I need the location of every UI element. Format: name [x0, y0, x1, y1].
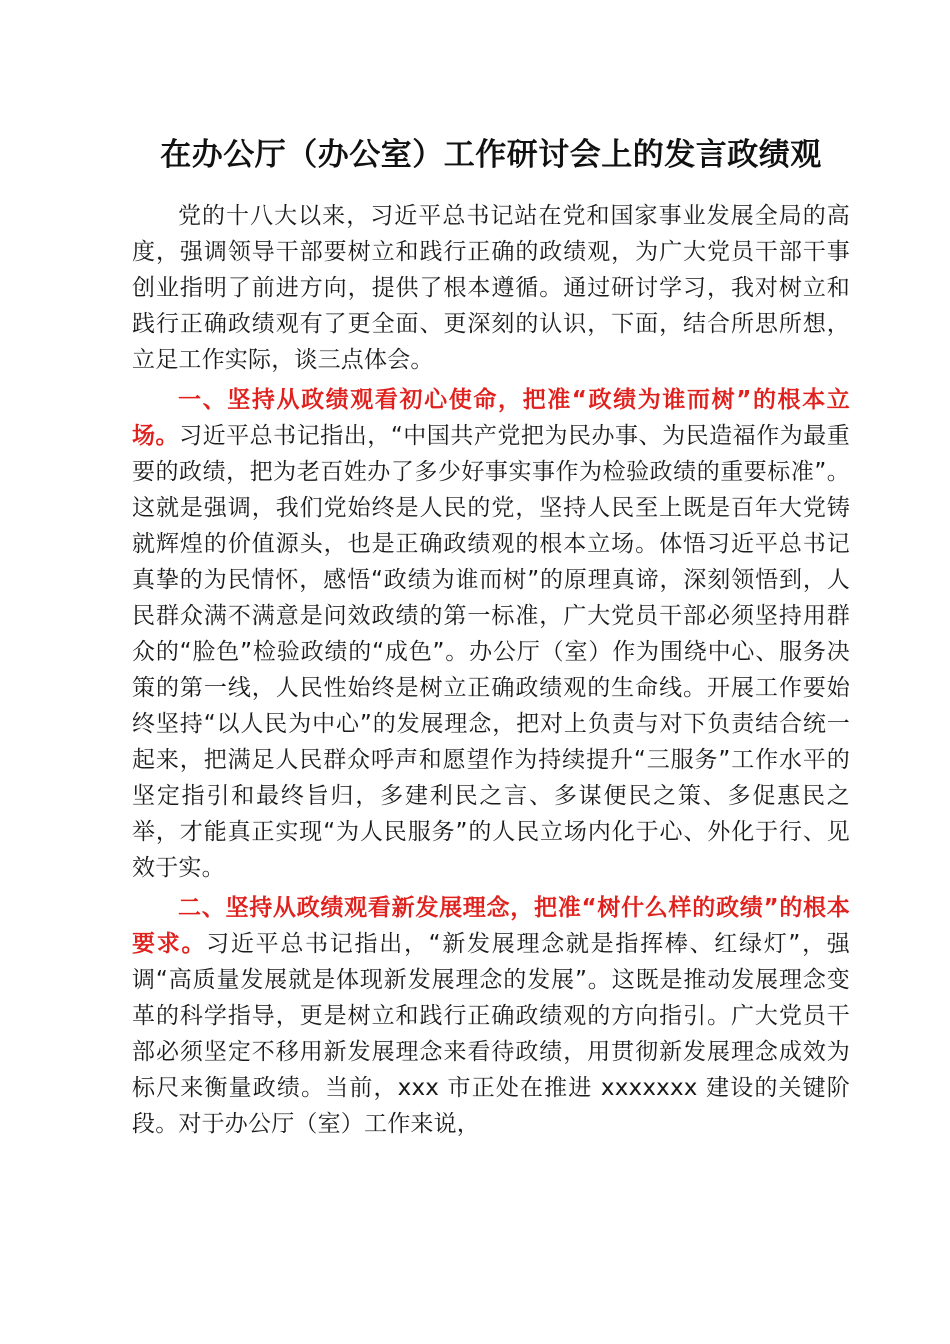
section-2-body: 习近平总书记指出，“新发展理念就是指挥棒、红绿灯”，强调“高质量发展就是体现新发展理念的发展”。这既是推动发展理念变革的科学指导，更是树立和践行正确政绩观的方向指引。广大党员干部必须坚定不移用新发展理念来看待政绩，用贯彻新发展理念成效为标尺来衡量政绩。当前，xxx 市正处在推进 xxxxxxx 建设的关键阶段。对于办公厅（室）工作来说，: [132, 931, 850, 1137]
document-title: 在办公厅（办公室）工作研讨会上的发言政绩观: [160, 137, 822, 173]
section-1-heading: 一、坚持从政绩观看初心使命，把准“政绩为谁而树”的根本立场。: [132, 387, 850, 449]
section-2-heading: 二、坚持从政绩观看新发展理念，把准“树什么样的政绩”的根本要求。: [132, 895, 850, 957]
section-1-paragraph: [132, 382, 850, 886]
section-1-body: 习近平总书记指出，“中国共产党把为民办事、为民造福作为最重要的政绩，把为老百姓办了多少好事实事作为检验政绩的重要标准”。这就是强调，我们党始终是人民的党，坚持人民至上既是百年大党铸就辉煌的价值源头，也是正确政绩观的根本立场。体悟习近平总书记真挚的为民情怀，感悟“政绩为谁而树”的原理真谛，深刻领悟到，人民群众满不满意是问效政绩的第一标准，广大党员干部必须坚持用群众的“脸色”检验政绩的“成色”。办公厅（室）作为围绕中心、服务决策的第一线，人民性始终是树立正确政绩观的生命线。开展工作要始终坚持“以人民为中心”的发展理念，把对上负责与对下负责结合统一起来，把满足人民群众呼声和愿望作为持续提升“三服务”工作水平的坚定指引和最终旨归，多建利民之言、多谋便民之策、多促惠民之举，才能真正实现“为人民服务”的人民立场内化于心、外化于行、见效于实。: [132, 423, 850, 881]
intro-paragraph: 党的十八大以来，习近平总书记站在党和国家事业发展全局的高度，强调领导干部要树立和践行正确的政绩观，为广大党员干部干事创业指明了前进方向，提供了根本遵循。通过研讨学习，我对树立和践行正确政绩观有了更全面、更深刻的认识，下面，结合所思所想，立足工作实际，谈三点体会。: [132, 203, 850, 373]
section-2-paragraph: [132, 890, 850, 1142]
document-body: [132, 130, 850, 1142]
